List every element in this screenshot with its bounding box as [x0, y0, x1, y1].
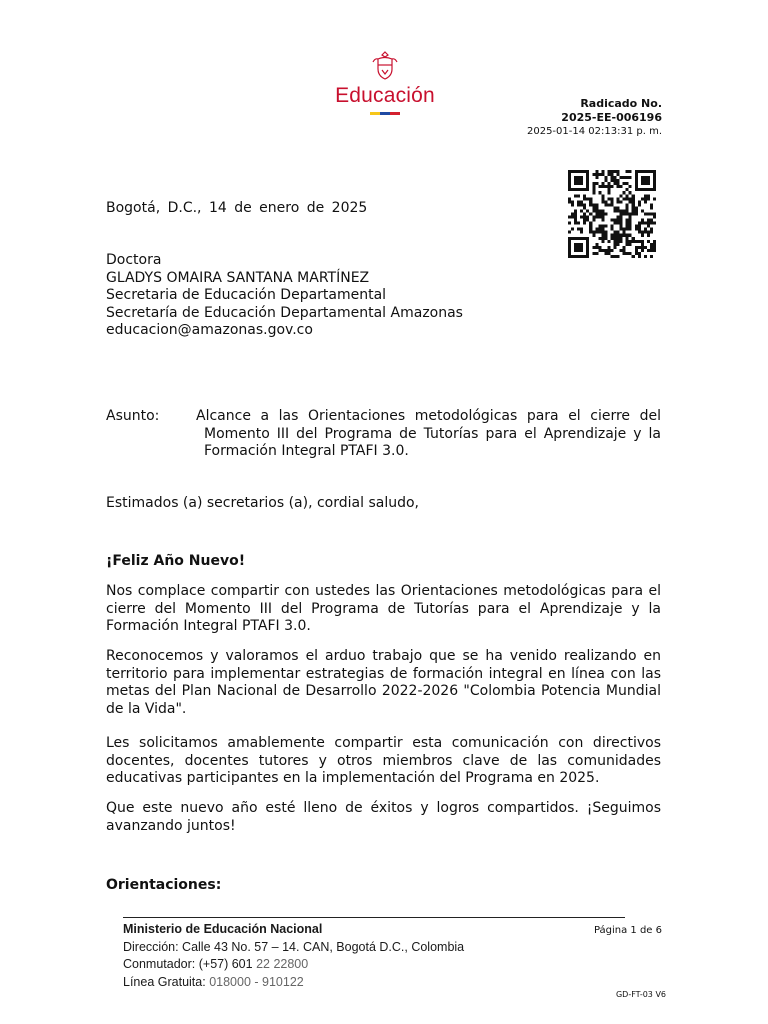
body-paragraph: Que este nuevo año esté lleno de éxitos y logros compartidos. ¡Seguimos avanzando juntos! — [106, 800, 661, 834]
subject-text — [196, 408, 661, 461]
footer-phone-number: 22 22800 — [256, 957, 309, 972]
radicado-block — [527, 97, 662, 139]
footer-freeline-number: 018000 - 910122 — [209, 974, 304, 989]
greeting: Estimados (a) secretarios (a), cordial saludo, — [106, 495, 419, 511]
heading-orientaciones: Orientaciones: — [106, 877, 222, 893]
footer-freeline-label: Línea Gratuita: — [123, 974, 206, 989]
subject-label: Asunto: — [106, 408, 160, 424]
radicado-timestamp: 2025-01-14 02:13:31 p. m. — [526, 126, 662, 137]
footer-contact — [123, 921, 464, 991]
flag-stripe — [370, 112, 400, 115]
footer-org: Ministerio de Educación Nacional — [123, 922, 323, 936]
body-paragraph: Les solicitamos amablemente compartir esta comunicación con directivos docentes, docentes tutores y otros miembros clave de las comunidades educativas participantes en la implementación del Programa en 2025. — [106, 735, 661, 786]
footer-address: Dirección: Calle 43 No. 57 – 14. CAN, Bogotá D.C., Colombia — [123, 939, 465, 954]
recipient-name: GLADYS OMAIRA SANTANA MARTÍNEZ — [106, 269, 370, 286]
radicado-label: Radicado No. — [580, 97, 662, 110]
letter-date: Bogotá, D.C., 14 de enero de 2025 — [106, 200, 368, 216]
heading-new-year: ¡Feliz Año Nuevo! — [106, 553, 246, 569]
logo-text: Educación — [335, 84, 435, 107]
footer-divider — [123, 917, 625, 918]
footer-phone — [123, 956, 464, 974]
footer-phone-label: Conmutador: (+57) 601 — [123, 957, 253, 972]
subject-line: Formación Integral PTAFI 3.0. — [204, 443, 409, 459]
ministry-logo — [330, 50, 440, 115]
document-code: GD-FT-03 V6 — [615, 990, 666, 999]
body-paragraph: Reconocemos y valoramos el arduo trabajo que se ha venido realizando en territorio para implementar estrategias de formación integral en línea con las metas del Plan Nacional de Desarrollo 2022-2026 "Colombia Potencia Mundial de la Vida". — [106, 648, 661, 717]
recipient-entity: Secretaría de Educación Departamental Amazonas — [106, 304, 463, 321]
subject-line: Momento III del Programa de Tutorías para el Aprendizaje y la — [204, 425, 661, 442]
page-number: Página 1 de 6 — [593, 925, 662, 936]
coat-of-arms-icon — [330, 50, 440, 82]
recipient-role: Secretaria de Educación Departamental — [106, 287, 387, 303]
body-paragraph: Nos complace compartir con ustedes las Orientaciones metodológicas para el cierre del Momento III del Programa de Tutorías para el Aprendizaje y la Formación Integral PTAFI 3.0. — [106, 583, 661, 634]
footer-freeline — [123, 974, 464, 992]
subject-line: Alcance a las Orientaciones metodológicas para el cierre del — [196, 408, 661, 424]
recipient-title: Doctora — [106, 252, 162, 268]
recipient-block — [106, 252, 661, 340]
radicado-number: 2025-EE-006196 — [561, 111, 662, 124]
recipient-email: educacion@amazonas.gov.co — [106, 322, 313, 338]
